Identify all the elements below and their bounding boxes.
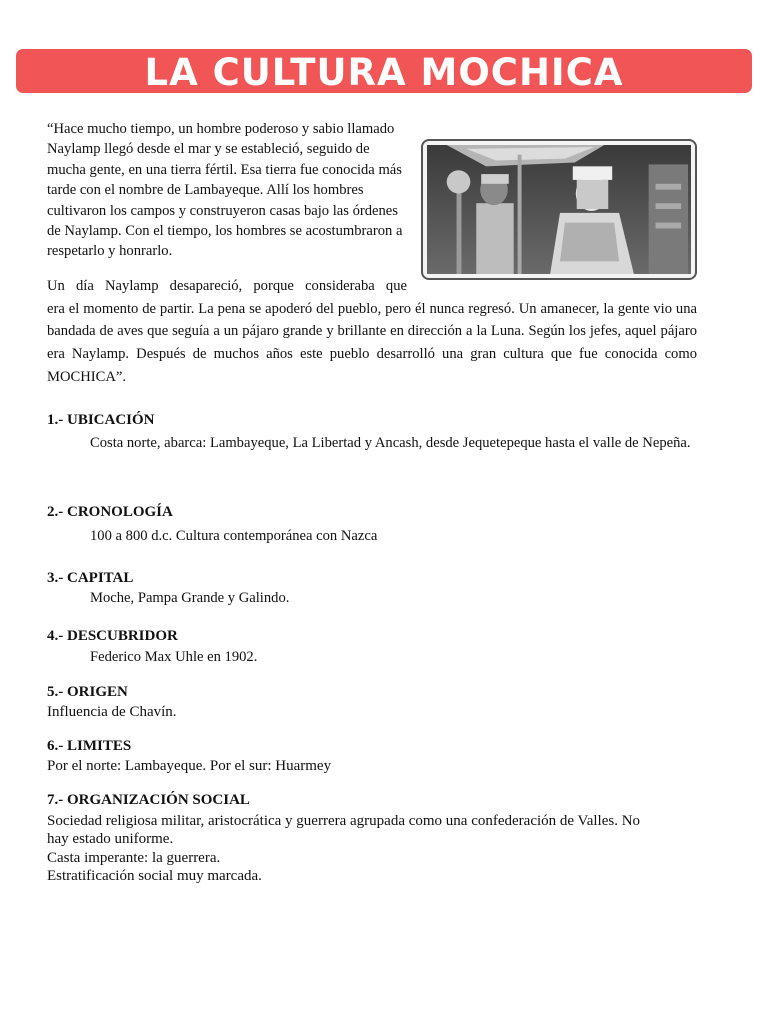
organizacion-line-1: Sociedad religiosa militar, aristocrática y guerrera agrupada como una confederación de Valles. No xyxy=(47,813,641,829)
section-origen-body: Influencia de Chavín. xyxy=(47,704,177,720)
organizacion-line-3: Casta imperante: la guerrera. xyxy=(47,850,221,866)
organizacion-line-4: Estratificación social muy marcada. xyxy=(47,868,262,884)
title-banner xyxy=(16,49,752,93)
naylamp-paragraph xyxy=(47,275,697,389)
section-cronologia-body: 100 a 800 d.c. Cultura contemporánea con Nazca xyxy=(90,528,378,544)
para2-first-line: Un día Naylamp desapareció, porque consideraba que xyxy=(47,278,407,294)
section-ubicacion-title: 1.- UBICACIÓN xyxy=(47,412,155,428)
page-title: LA CULTURA MOCHICA xyxy=(144,51,624,94)
section-origen-title: 5.- ORIGEN xyxy=(47,684,128,700)
intro-paragraph: “Hace mucho tiempo, un hombre poderoso y sabio llamado Naylamp llegó desde el mar y se estableció, seguido de mucha gente, en una tierra fértil. Esa tierra fue conocida más tarde con el nombre de Lambayeque. Allí los hombres cultivaron los campos y construyeron casas bajo las órdenes de Naylamp. Con el tiempo, los hombres se acostumbraron a respetarlo y honrarlo. xyxy=(47,121,403,260)
section-cronologia-title: 2.- CRONOLOGÍA xyxy=(47,504,173,520)
section-descubridor-title: 4.- DESCUBRIDOR xyxy=(47,628,178,644)
section-capital-title: 3.- CAPITAL xyxy=(47,570,134,586)
organizacion-line-2: hay estado uniforme. xyxy=(47,831,174,847)
section-limites-body: Por el norte: Lambayeque. Por el sur: Huarmey xyxy=(47,758,332,774)
mochica-figures-illustration xyxy=(427,145,691,274)
mochica-image xyxy=(421,139,697,280)
para2-rest: era el momento de partir. La pena se apoderó del pueblo, pero él nunca regresó. Un amanecer, la gente vio una bandada de aves que seguía a un pájaro grande y brillante en dirección a la Luna. Según los jefes, aquel pájaro era Naylamp. Después de muchos años este pueblo desarrolló una gran cultura que fue conocida como MOCHICA”. xyxy=(47,300,697,385)
section-ubicacion-body: Costa norte, abarca: Lambayeque, La Libertad y Ancash, desde Jequetepeque hasta el valle de Nepeña. xyxy=(90,435,691,451)
section-capital-body: Moche, Pampa Grande y Galindo. xyxy=(90,590,290,606)
section-organizacion-title: 7.- ORGANIZACIÓN SOCIAL xyxy=(47,792,250,808)
section-limites-title: 6.- LIMITES xyxy=(47,738,132,754)
section-descubridor-body: Federico Max Uhle en 1902. xyxy=(90,649,258,665)
